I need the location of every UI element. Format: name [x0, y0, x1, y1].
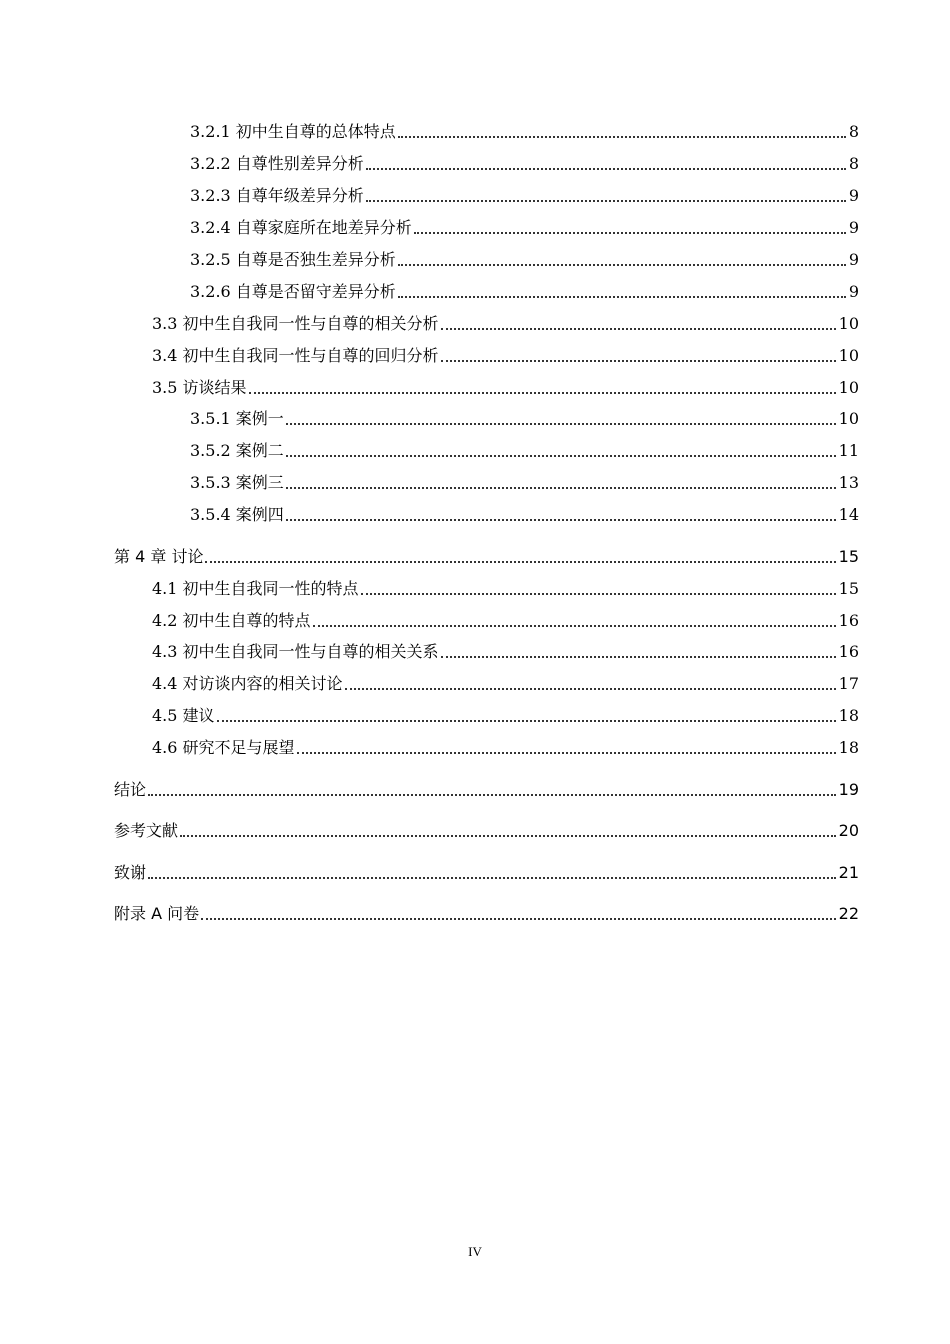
toc-entry-title: 4.2 初中生自尊的特点	[152, 611, 311, 630]
dot-leader	[297, 752, 836, 754]
dot-leader	[398, 264, 846, 266]
dot-leader	[366, 200, 846, 202]
toc-entry-title: 3.2.5 自尊是否独生差异分析	[190, 250, 396, 269]
dot-leader	[286, 455, 836, 457]
dot-leader	[441, 656, 836, 658]
toc-entry[interactable]	[0, 605, 950, 631]
dot-leader	[414, 232, 846, 234]
toc-entry[interactable]	[0, 636, 950, 662]
toc-entry[interactable]	[0, 774, 950, 800]
toc-entry[interactable]	[0, 212, 950, 238]
toc-entry-page: 21	[838, 863, 859, 882]
toc-entry-title: 附录 A 问卷	[114, 904, 200, 923]
toc-entry[interactable]	[0, 148, 950, 174]
dot-leader	[205, 561, 835, 563]
toc-entry-title: 3.2.2 自尊性别差异分析	[190, 154, 364, 173]
toc-entry[interactable]	[0, 276, 950, 302]
toc-entry[interactable]	[0, 499, 950, 525]
toc-entry-page: 16	[838, 611, 859, 630]
toc-entry[interactable]	[0, 541, 950, 567]
dot-leader	[441, 328, 836, 330]
toc-entry[interactable]	[0, 340, 950, 366]
toc-entry[interactable]	[0, 372, 950, 398]
toc-entry-title: 第 4 章 讨论	[114, 547, 204, 566]
toc-entry-page: 19	[838, 780, 859, 799]
dot-leader	[366, 168, 846, 170]
toc-entry-page: 9	[848, 250, 859, 269]
toc-entry[interactable]	[0, 435, 950, 461]
toc-entry-title: 3.5.4 案例四	[190, 505, 284, 524]
dot-leader	[148, 877, 836, 879]
toc-entry[interactable]	[0, 732, 950, 758]
toc-entry-page: 15	[838, 579, 859, 598]
toc-entry[interactable]	[0, 308, 950, 334]
toc-entry[interactable]	[0, 668, 950, 694]
toc-entry[interactable]	[0, 180, 950, 206]
toc-entry[interactable]	[0, 700, 950, 726]
toc-entry[interactable]	[0, 898, 950, 924]
toc-entry-page: 15	[838, 547, 859, 566]
toc-entry-title: 参考文献	[114, 821, 179, 840]
dot-leader	[361, 593, 836, 595]
toc-entry[interactable]	[0, 573, 950, 599]
toc-entry[interactable]	[0, 403, 950, 429]
toc-entry-page: 9	[848, 218, 859, 237]
toc-entry-page: 14	[838, 505, 859, 524]
dot-leader	[286, 487, 836, 489]
dot-leader	[180, 835, 836, 837]
dot-leader	[286, 519, 836, 521]
toc-entry-title: 3.2.6 自尊是否留守差异分析	[190, 282, 396, 301]
toc-entry-page: 13	[838, 473, 859, 492]
dot-leader	[217, 720, 836, 722]
dot-leader	[398, 136, 846, 138]
dot-leader	[441, 360, 836, 362]
toc-entry[interactable]	[0, 857, 950, 883]
toc-entry-title: 3.2.1 初中生自尊的总体特点	[190, 122, 396, 141]
toc-entry-page: 18	[838, 738, 859, 757]
toc-entry-page: 10	[838, 346, 859, 365]
toc-entry-page: 22	[838, 904, 859, 923]
toc-entry-title: 结论	[114, 780, 147, 799]
toc-entry-title: 3.5 访谈结果	[152, 378, 247, 397]
dot-leader	[148, 794, 836, 796]
toc-entry-title: 3.5.1 案例一	[190, 409, 284, 428]
toc-entry-title: 4.3 初中生自我同一性与自尊的相关关系	[152, 642, 439, 661]
toc-entry-title: 3.3 初中生自我同一性与自尊的相关分析	[152, 314, 439, 333]
toc-entry[interactable]	[0, 116, 950, 142]
toc-entry[interactable]	[0, 815, 950, 841]
toc-entry-title: 3.5.2 案例二	[190, 441, 284, 460]
toc-entry[interactable]	[0, 467, 950, 493]
toc-entry-page: 10	[838, 314, 859, 333]
dot-leader	[313, 625, 836, 627]
toc-entry-page: 8	[848, 122, 859, 141]
toc-entry-page: 11	[838, 441, 859, 460]
page-number: IV	[468, 1244, 482, 1259]
toc-entry-page: 9	[848, 186, 859, 205]
toc-entry-title: 3.2.3 自尊年级差异分析	[190, 186, 364, 205]
toc-entry-page: 10	[838, 409, 859, 428]
toc-entry-page: 8	[848, 154, 859, 173]
toc-entry-title: 3.4 初中生自我同一性与自尊的回归分析	[152, 346, 439, 365]
toc-entry[interactable]	[0, 244, 950, 270]
dot-leader	[201, 918, 836, 920]
dot-leader	[345, 688, 836, 690]
dot-leader	[249, 392, 836, 394]
toc-entry-page: 10	[838, 378, 859, 397]
toc-entry-title: 4.5 建议	[152, 706, 215, 725]
dot-leader	[286, 423, 836, 425]
toc-entry-title: 致谢	[114, 863, 147, 882]
dot-leader	[398, 296, 846, 298]
toc-entry-page: 9	[848, 282, 859, 301]
toc-entry-page: 20	[838, 821, 859, 840]
toc-entry-title: 3.2.4 自尊家庭所在地差异分析	[190, 218, 412, 237]
toc-entry-page: 17	[838, 674, 859, 693]
toc-entry-title: 3.5.3 案例三	[190, 473, 284, 492]
toc-entry-title: 4.4 对访谈内容的相关讨论	[152, 674, 343, 693]
toc-entry-page: 18	[838, 706, 859, 725]
toc-entry-title: 4.1 初中生自我同一性的特点	[152, 579, 359, 598]
toc-entry-page: 16	[838, 642, 859, 661]
toc-entry-title: 4.6 研究不足与展望	[152, 738, 295, 757]
